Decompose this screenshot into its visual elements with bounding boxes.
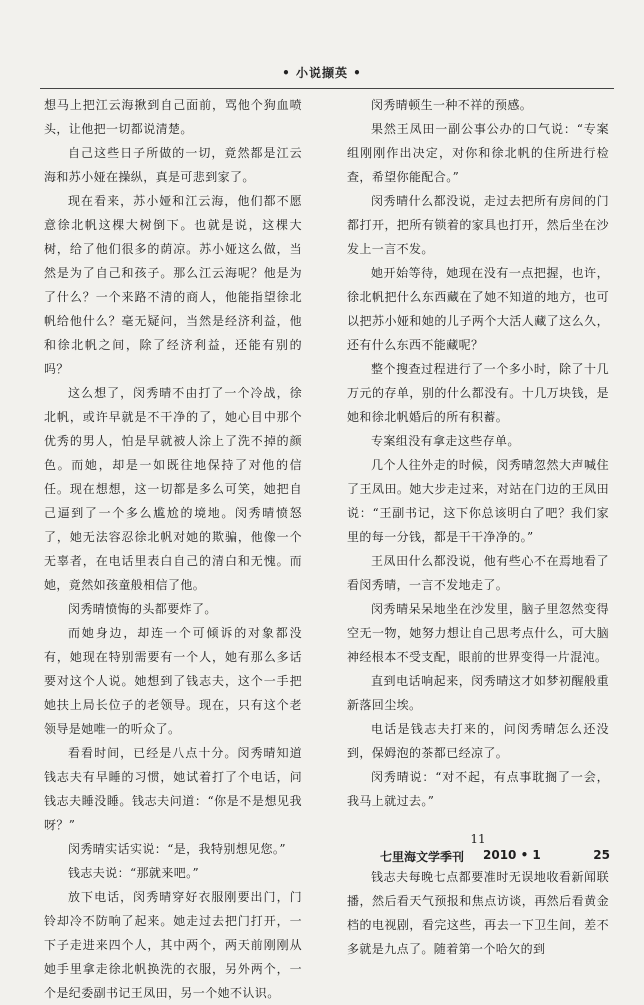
paragraph: 自己这些日子所做的一切，竟然都是江云海和苏小娅在操纵，真是可悲到家了。 (44, 146, 302, 184)
paragraph: 闵秀晴顿生一种不祥的预感。 (371, 98, 533, 112)
paragraph: 这么想了，闵秀晴不由打了一个冷战，徐北帆，或许早就是不干净的了，她心目中那个优秀的男人，怕是早就被人涂上了洗不掉的颜色。而她，却是一如既往地保持了对他的信任。现在想想，这一切都是多么可笑，她把自己逼到了一个多么尴尬的境地。闵秀晴愤怒了，她无法容忍徐北帆对她的欺骗，他像一个无辜者，在电话里表白自己的清白和无愧。而她，竟然如孩童般相信了他。 (44, 386, 302, 592)
paragraph: 钱志夫说：“那就来吧。” (68, 866, 200, 880)
paragraph: 现在看来，苏小娅和江云海，他们都不愿意徐北帆这棵大树倒下。也就是说，这棵大树，给了他们很多的荫凉。苏小娅这么做，当然是为了自己和孩子。那么江云海呢？他是为了什么？一个来路不清的商人，他能指望徐北帆给他什么？毫无疑问，当然是经济利益，他和徐北帆之间，除了经济利益，还能有别的吗？ (44, 194, 302, 376)
chapter-number: 11 (470, 832, 486, 846)
paragraph: 王凤田什么都没说，他有些心不在焉地看了看闵秀晴，一言不发地走了。 (347, 554, 609, 592)
page-footer (380, 848, 610, 868)
paragraph: 闵秀晴愤悔的头都要炸了。 (68, 602, 217, 616)
header-rule (40, 88, 614, 89)
section-header: • 小说撷英 • (282, 66, 362, 80)
paragraph: 而她身边，却连一个可倾诉的对象都没有，她现在特别需要有一个人，她有那么多话要对这个人说。她想到了钱志夫，这个一手把她扶上局长位子的老领导。现在，只有这个老领导是她唯一的听众了。 (44, 626, 302, 736)
right-column-top (347, 93, 609, 813)
paragraph: 想马上把江云海揪到自己面前，骂他个狗血喷头，让他把一切都说清楚。 (44, 98, 302, 136)
paragraph: 直到电话响起来，闵秀晴这才如梦初醒般重新落回尘埃。 (347, 674, 609, 712)
paragraph: 闵秀晴呆呆地坐在沙发里，脑子里忽然变得空无一物，她努力想让自己思考点什么，可大脑神经根本不受支配，眼前的世界变得一片混沌。 (347, 602, 609, 664)
paragraph: 电话是钱志夫打来的，问闵秀晴怎么还没到，保姆泡的茶都已经凉了。 (347, 722, 609, 760)
paragraph: 闵秀晴说：“对不起，有点事耽搁了一会，我马上就过去。” (347, 770, 609, 808)
paragraph: 看看时间，已经是八点十分。闵秀晴知道钱志夫有早睡的习惯，她试着打了个电话，问钱志夫睡没睡。钱志夫问道：“你是不是想见我呀？” (44, 746, 302, 832)
right-column-bottom (347, 865, 609, 961)
paragraph: 果然王凤田一副公事公办的口气说：“专案组刚刚作出决定，对你和徐北帆的住所进行检查，希望你能配合。” (347, 122, 609, 184)
right-column (347, 93, 609, 961)
paragraph: 闵秀晴实话实说：“是，我特别想见您。” (68, 842, 286, 856)
paragraph: 放下电话，闵秀晴穿好衣服刚要出门，门铃却冷不防响了起来。她走过去把门打开，一下子走进来四个人，其中两个，两天前刚刚从她手里拿走徐北帆换洗的衣服，另外两个，一个是纪委副书记王凤田，另一个她不认识。 (44, 890, 302, 1000)
issue-number: 2010 • 1 (483, 848, 541, 862)
journal-title: 七里海文学季刊 (380, 850, 465, 864)
paragraph: 专案组没有拿走这些存单。 (371, 434, 520, 448)
paragraph: 几个人往外走的时候，闵秀晴忽然大声喊住了王凤田。她大步走过来，对站在门边的王凤田说：“王副书记，这下你总该明白了吧？我们家里的每一分钱，都是干干净净的。” (347, 458, 609, 544)
paragraph: 整个搜查过程进行了一个多小时，除了十几万元的存单，别的什么都没有。十几万块钱，是她和徐北帆婚后的所有积蓄。 (347, 362, 609, 424)
paragraph: 闵秀晴什么都没说，走过去把所有房间的门都打开，把所有锁着的家具也打开，然后坐在沙发上一言不发。 (347, 194, 609, 256)
paragraph: 她开始等待，她现在没有一点把握，也许，徐北帆把什么东西藏在了她不知道的地方，也可以把苏小娅和她的儿子两个大活人藏了这么久，还有什么东西不能藏呢？ (347, 266, 609, 352)
paragraph: 钱志夫每晚七点都要准时无误地收看新闻联播，然后看天气预报和焦点访谈，再然后看黄金档的电视剧，看完这些，再去一下卫生间，差不多就是九点了。随着第一个哈欠的到 (347, 870, 609, 956)
page-number: 25 (593, 848, 610, 862)
left-column (44, 93, 302, 1005)
